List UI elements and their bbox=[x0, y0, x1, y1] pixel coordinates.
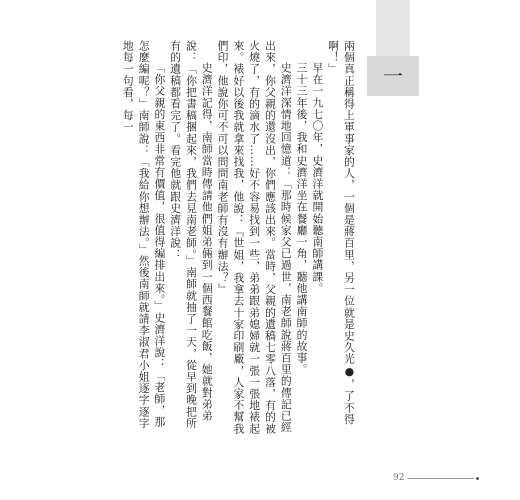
chapter-header-bar bbox=[376, 0, 410, 56]
paragraph-6: 「你父親的東西非常有價值，很值得編排出來。」史濟洋說：「老師，那怎麼編呢？」南師說：「我給你想辦法。」然後南師就請李淑君小姐逐字逐字地每一句看，每一 bbox=[121, 40, 167, 429]
vertical-body-text bbox=[120, 40, 358, 436]
page-footer bbox=[393, 472, 479, 484]
paragraph-2: 早在一九七〇年，史濟洋就開始聽南師講課。 bbox=[311, 61, 325, 294]
page-number: 92 bbox=[393, 473, 405, 483]
footer-rule bbox=[408, 478, 474, 479]
paragraph-1: 兩個真正稱得上軍事家的人，一個是蔣百里，另一位就是史久光●，了不得啊！」 bbox=[327, 40, 356, 425]
body-text-area bbox=[120, 40, 358, 436]
paragraph-3: 三十三年後，我和史濟洋坐在餐廳一角，聽他講南師的故事。 bbox=[295, 61, 309, 375]
paragraph-4: 史濟洋深情地回憶道：「那時候家父已過世，南老師說蔣百里的傳記已經出來，你父親的還沒出，你們應該出來。當時，父親的遺稿七零八落，有的被火燒了，有的滴水了……好不容易找到一些，弟弟跟弟媳婦就一張一張地裱起來。裱好以後我就拿來找我，他說：『世姐，我拿去十家印刷廠，人家不幫我們印，他說你可不可以問問南老師有沒有辦法？』 bbox=[216, 40, 293, 435]
chapter-number: 一 bbox=[383, 64, 403, 88]
chapter-tab bbox=[367, 56, 419, 96]
footer-dot bbox=[476, 477, 479, 480]
paragraph-5: 史濟洋記得，南師當時傳請他們姐弟倆到一個西餐館吃飯，她就對弟弟說：「你把書稿捆起來，我們去見南老師。」南師就抽了一天，從早到晚把所有的遺稿都看完了。看完他就跟史濟洋說： bbox=[169, 40, 214, 429]
